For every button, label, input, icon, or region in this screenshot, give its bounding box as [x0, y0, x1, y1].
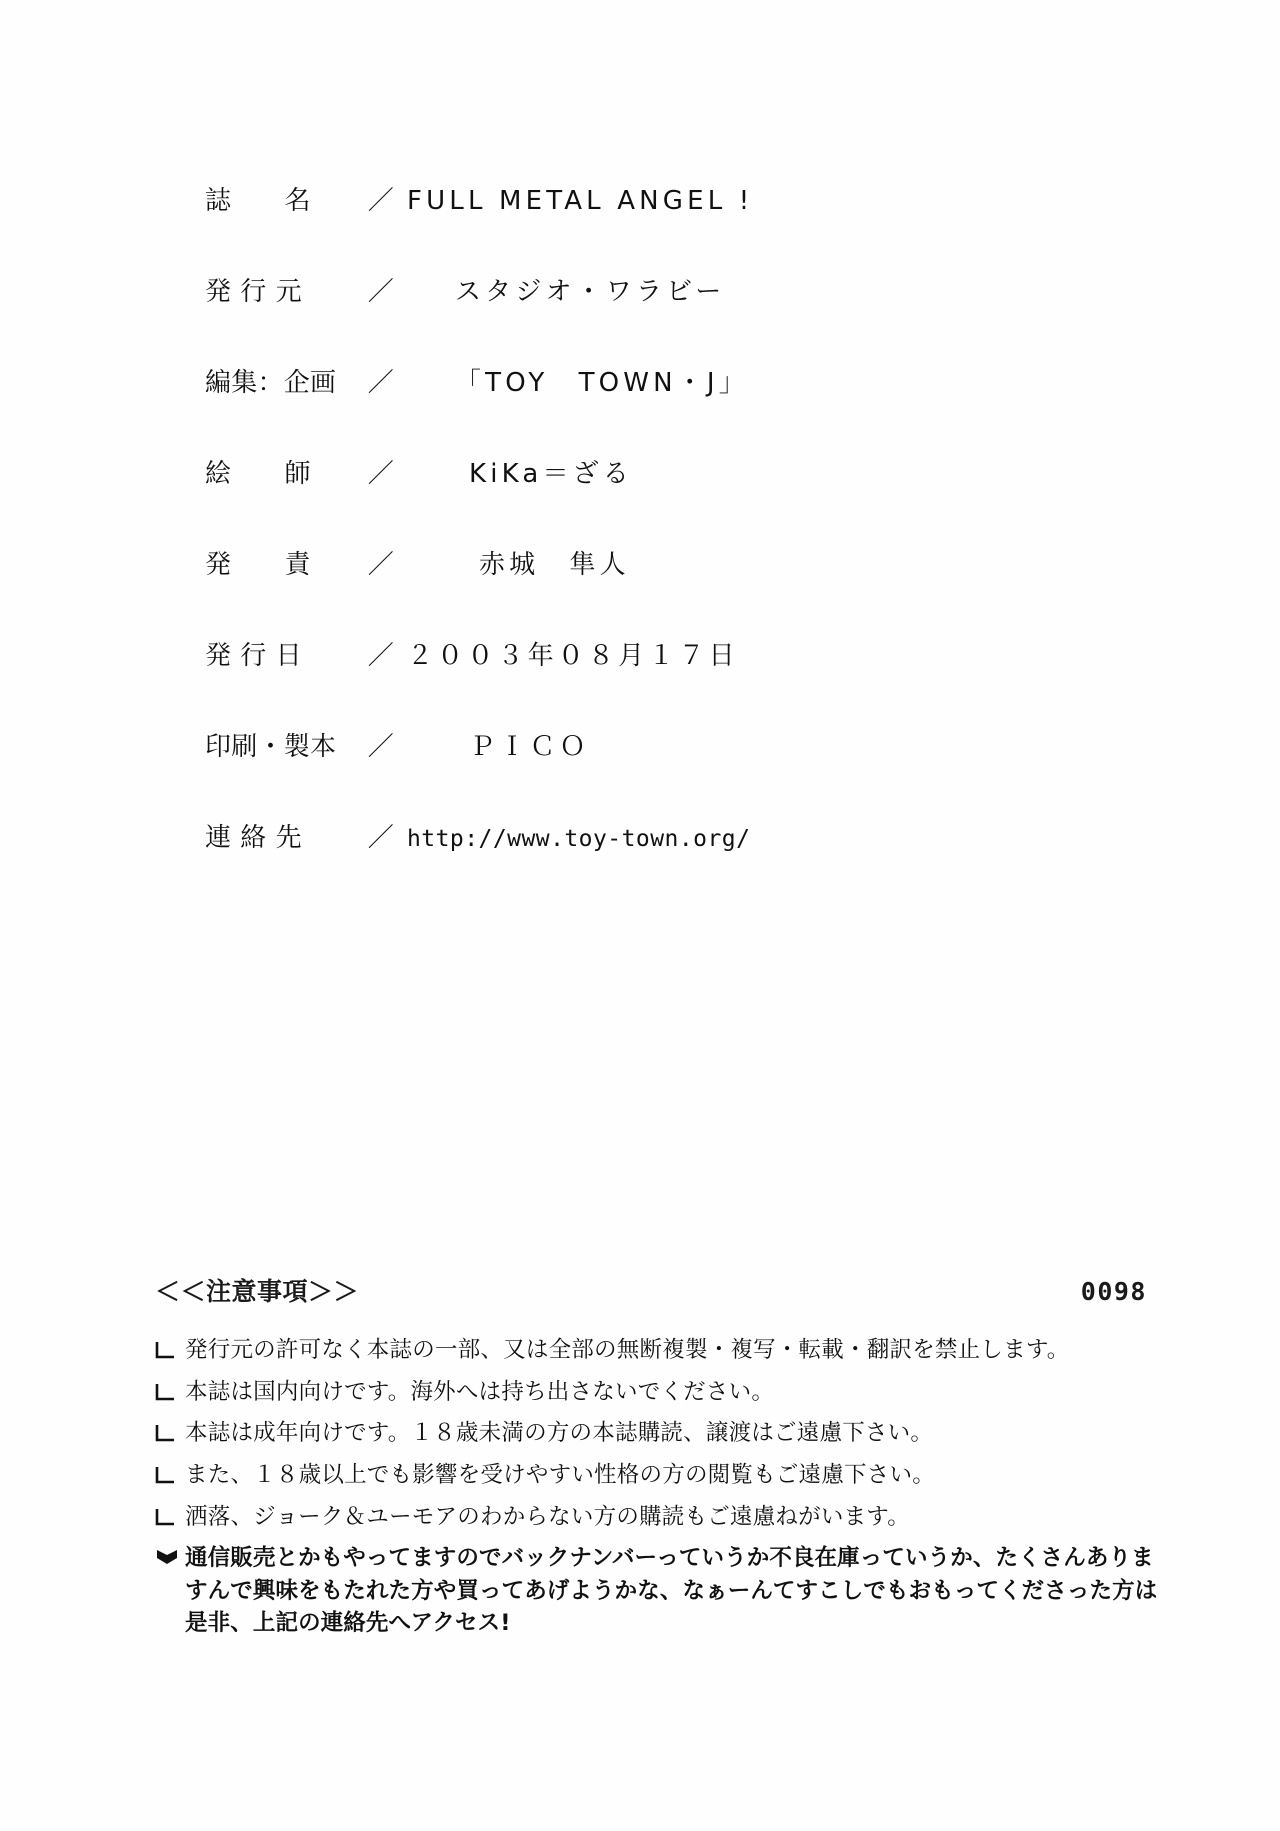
notice-list-item	[155, 1417, 1165, 1450]
colophon-value-publisher: スタジオ・ワラビー	[455, 277, 726, 307]
colophon-value-responsible: 赤城 隼人	[479, 550, 630, 580]
colophon-value-date: ２００３年０８月１７日	[407, 641, 739, 671]
colophon-label-artist: 絵 師	[205, 459, 312, 489]
colophon-value-artist: KiKa＝ざる	[469, 459, 633, 489]
colophon-row-contact	[205, 817, 1105, 854]
notice-list-item	[155, 1376, 1165, 1409]
notice-item-text: また、１８歳以上でも影響を受けやすい性格の方の閲覧もご遠慮下さい。	[185, 1461, 935, 1488]
square-bullet-icon	[155, 1417, 185, 1443]
colophon-row-editing	[205, 362, 1105, 399]
colophon-label-date: 発 行 日	[205, 641, 303, 671]
square-bullet-icon	[155, 1501, 185, 1527]
colophon-separator: ／	[367, 641, 395, 671]
square-bullet-icon	[155, 1376, 185, 1402]
notice-item-text: 洒落、ジョーク＆ユーモアのわからない方の購読もご遠慮ねがいます。	[185, 1503, 910, 1530]
notice-list	[155, 1334, 1165, 1640]
colophon-separator: ／	[367, 823, 395, 853]
notice-item-text: 本誌は成年向けです。１８歳未満の方の本誌購読、譲渡はご遠慮下さい。	[185, 1420, 934, 1447]
colophon-label-printing: 印刷・製本	[205, 732, 337, 762]
colophon-separator: ／	[367, 459, 395, 489]
colophon-block	[205, 180, 1105, 908]
colophon-value-contact-url[interactable]: http://www.toy-town.org/	[407, 826, 751, 852]
colophon-row-publisher	[205, 271, 1105, 308]
notice-list-item	[155, 1459, 1165, 1492]
square-bullet-icon	[155, 1459, 185, 1485]
colophon-label-responsible: 発 責	[205, 550, 312, 580]
square-bullet-icon	[155, 1334, 185, 1360]
colophon-separator: ／	[367, 550, 395, 580]
colophon-row-title	[205, 180, 1105, 217]
colophon-row-responsible	[205, 544, 1105, 581]
notice-item-text: 発行元の許可なく本誌の一部、又は全部の無断複製・複写・転載・翻訳を禁止します。	[185, 1337, 1070, 1363]
colophon-row-artist	[205, 453, 1105, 490]
notice-item-text: 通信販売とかもやってますのでバックナンバーっていうか不良在庫っていうか、たくさんありますんで興味をもたれた方や買ってあげようかな、なぁーんてすこしでもおもってくださった方は是非、上記の連絡先へアクセス!	[185, 1545, 1158, 1637]
notice-title: ＜＜注意事項＞＞	[155, 1277, 360, 1306]
colophon-row-date	[205, 635, 1105, 672]
notice-list-item-highlight	[155, 1542, 1165, 1640]
colophon-value-printing: ＰＩＣＯ	[469, 732, 590, 762]
notice-header	[155, 1272, 1165, 1308]
notice-item-text: 本誌は国内向けです。海外へは持ち出さないでください。	[185, 1378, 775, 1405]
notice-list-item	[155, 1334, 1165, 1367]
colophon-label-contact: 連 絡 先	[205, 823, 303, 853]
colophon-separator: ／	[367, 277, 395, 307]
colophon-separator: ／	[367, 732, 395, 762]
colophon-separator: ／	[367, 186, 395, 216]
colophon-separator: ／	[367, 368, 395, 398]
page-code: 0098	[1080, 1277, 1147, 1306]
colophon-label-title: 誌 名	[205, 186, 312, 216]
notice-list-item	[155, 1501, 1165, 1534]
notice-block	[155, 1272, 1165, 1649]
colophon-value-title: FULL METAL ANGEL !	[407, 186, 754, 216]
filled-bullet-icon	[155, 1542, 185, 1568]
colophon-label-publisher: 発 行 元	[205, 277, 303, 307]
colophon-row-printing	[205, 726, 1105, 763]
colophon-value-editing: 「TOY TOWN・J」	[455, 368, 749, 398]
colophon-label-editing: 編集：企画	[205, 368, 337, 398]
